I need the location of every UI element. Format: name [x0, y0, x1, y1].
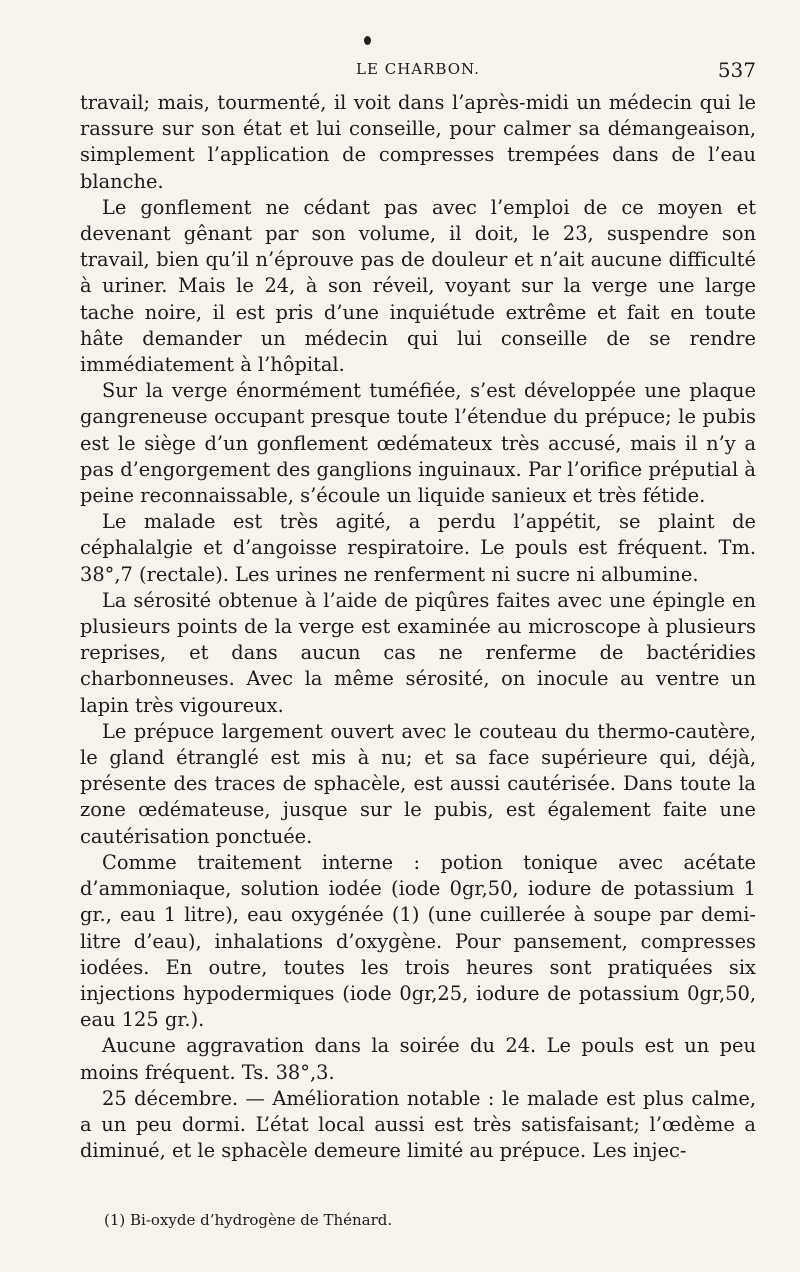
footnote: (1) Bi-oxyde d’hydrogène de Thénard. — [104, 1211, 393, 1229]
paragraph: Le gonflement ne cédant pas avec l’emploi de ce moyen et devenant gênant par son volume, il doit, le 23, suspendre son travail, bien qu’il n’éprouve pas de douleur et n’ait aucune difficulté à uriner. Mais le 24, à son réveil, voyant sur la verge une large tache noire, il est pris d’une inquiétude extrême et fait en toute hâte demander un médecin qui lui conseille de se rendre immédiatement à l’hôpital. — [80, 195, 756, 377]
running-title: LE CHARBON. — [356, 60, 480, 78]
page-header — [80, 60, 756, 84]
page-number: 537 — [717, 58, 756, 82]
body-text — [80, 90, 756, 1164]
paragraph: Le prépuce largement ouvert avec le couteau du thermo-cautère, le gland étranglé est mis à nu; et sa face supérieure qui, déjà, présente des traces de sphacèle, est aussi cautérisée. Dans toute la zone œdémateuse, jusque sur le pubis, est également faite une cautérisation ponctuée. — [80, 719, 756, 848]
paragraph: La sérosité obtenue à l’aide de piqûres faites avec une épingle en plusieurs points de la verge est examinée au microscope à plusieurs reprises, et dans aucun cas ne renferme de bactéridies charbonneuses. Avec la même sérosité, on inocule au ventre un lapin très vigoureux. — [80, 588, 756, 717]
paragraph: travail; mais, tourmenté, il voit dans l’après-midi un médecin qui le rassure sur son état et lui conseille, pour calmer sa démangeaison, simplement l’application de compresses trempées dans de l’eau blanche. — [80, 91, 756, 193]
paragraph: 25 décembre. — Amélioration notable : le malade est plus calme, a un peu dormi. L’état local aussi est très satisfaisant; l’œdème a diminué, et le sphacèle demeure limité au prépuce. Les injec- — [80, 1086, 756, 1163]
paragraph: Sur la verge énormément tuméfiée, s’est développée une plaque gangreneuse occupant presque toute l’étendue du prépuce; le pubis est le siège d’un gonflement œdémateux très accusé, mais il n’y a pas d’engorgement des ganglions inguinaux. Par l’orifice préputial à peine reconnaissable, s’écoule un liquide sanieux et très fétide. — [80, 379, 756, 508]
paragraph: Comme traitement interne : potion tonique avec acétate d’ammoniaque, solution iodée (iode 0gr,50, iodure de potassium 1 gr., eau 1 litre), eau oxygénée (1) (une cuillerée à soupe par demi-litre d’eau), inhalations d’oxygène. Pour pansement, compresses iodées. En outre, toutes les trois heures sont pratiquées six injections hypodermiques (iode 0gr,25, iodure de potassium 0gr,50, eau 125 gr.). — [80, 850, 756, 1032]
paragraph: Aucune aggravation dans la soirée du 24. Le pouls est un peu moins fréquent. Ts. 38°,3. — [80, 1034, 756, 1084]
printer-mark — [364, 36, 371, 45]
paragraph: Le malade est très agité, a perdu l’appétit, se plaint de céphalalgie et d’angoisse respiratoire. Le pouls est fréquent. Tm. 38°,7 (rectale). Les urines ne renferment ni sucre ni albumine. — [80, 510, 756, 586]
